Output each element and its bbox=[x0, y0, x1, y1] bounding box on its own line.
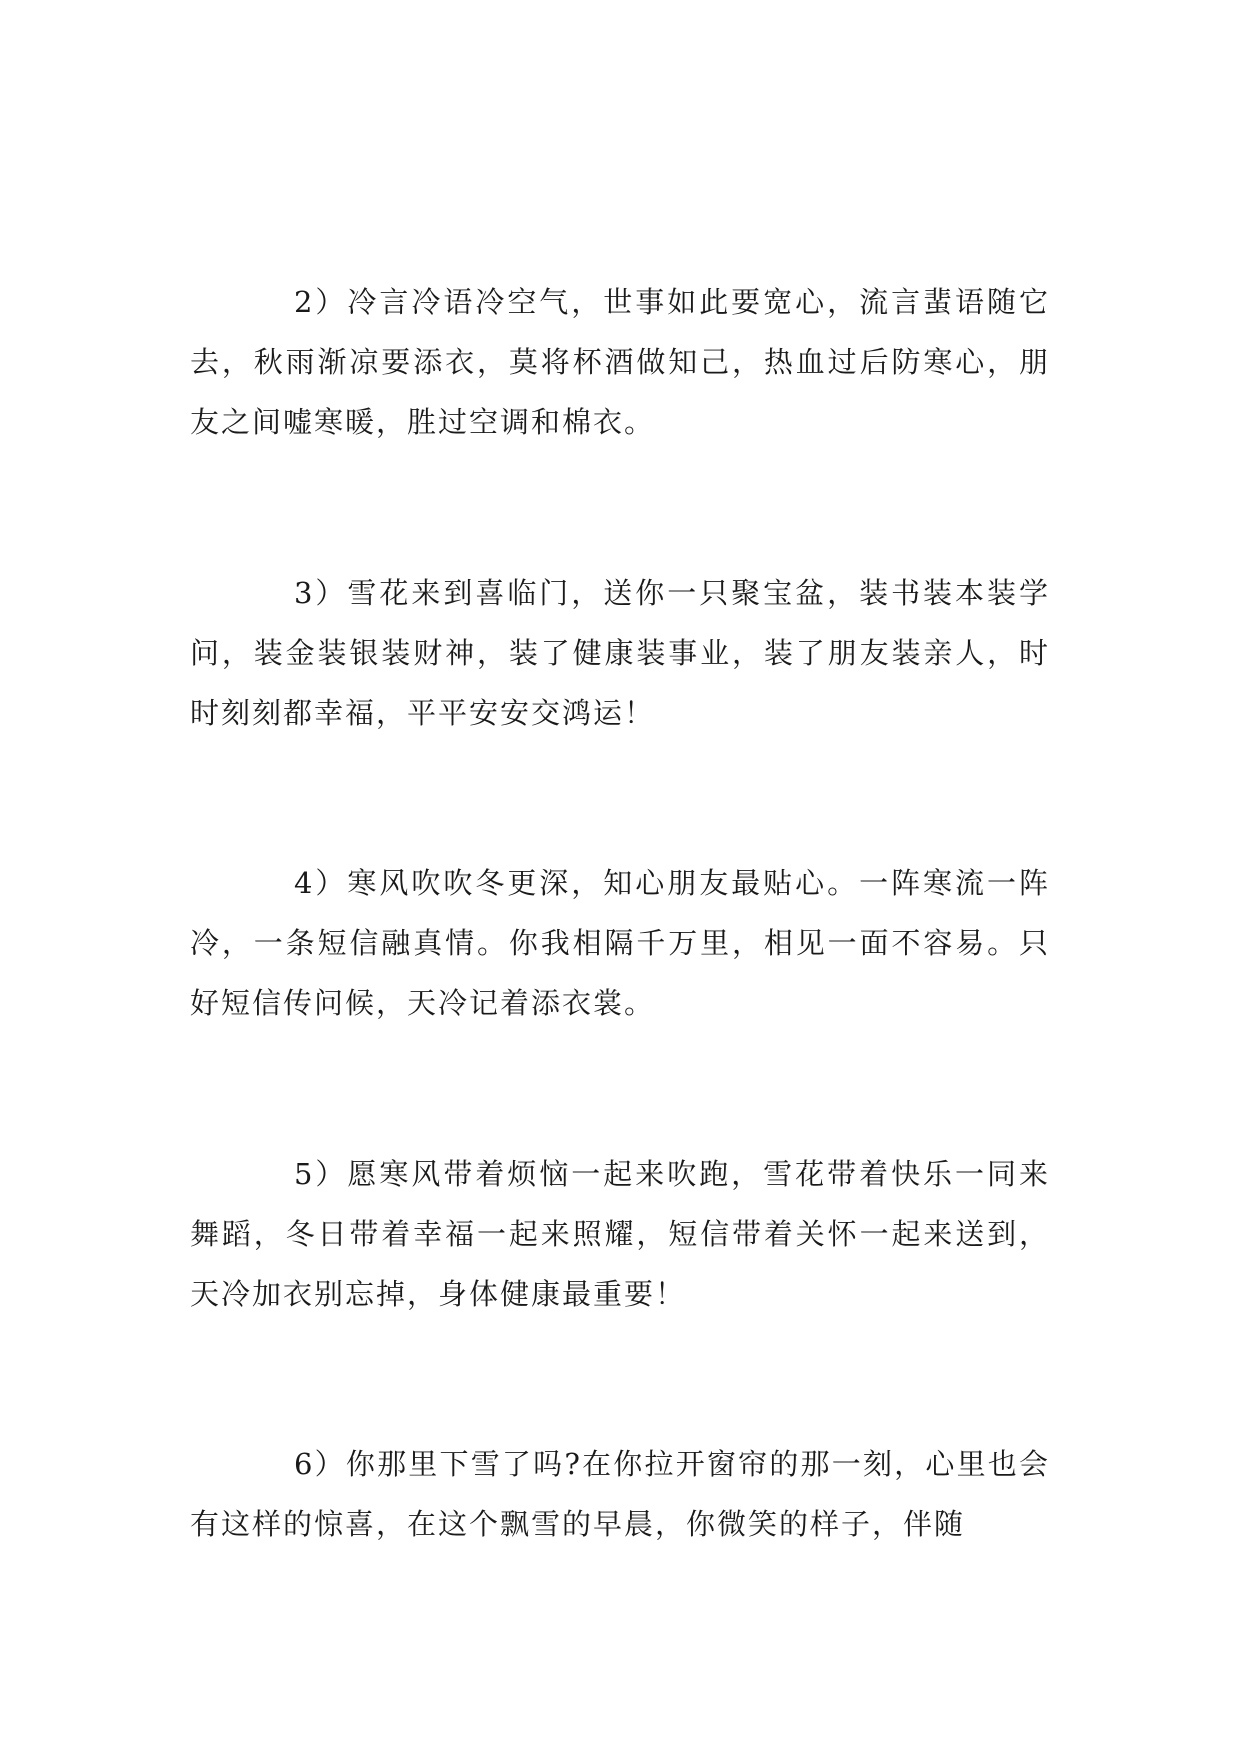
paragraph-5: 5）愿寒风带着烦恼一起来吹跑，雪花带着快乐一同来舞蹈，冬日带着幸福一起来照耀，短信带着关怀一起来送到，天冷加衣别忘掉，身体健康最重要！ bbox=[190, 1157, 1050, 1311]
paragraph-2: 2）冷言冷语冷空气，世事如此要宽心，流言蜚语随它去，秋雨渐凉要添衣，莫将杯酒做知己，热血过后防寒心，朋友之间嘘寒暖，胜过空调和棉衣。 bbox=[190, 285, 1050, 439]
paragraph-3: 3）雪花来到喜临门，送你一只聚宝盆，装书装本装学问，装金装银装财神，装了健康装事业，装了朋友装亲人，时时刻刻都幸福，平平安安交鸿运！ bbox=[190, 576, 1050, 730]
paragraph-4: 4）寒风吹吹冬更深，知心朋友最贴心。一阵寒流一阵冷，一条短信融真情。你我相隔千万里，相见一面不容易。只好短信传问候，天冷记着添衣裳。 bbox=[190, 866, 1050, 1020]
paragraph-6: 6）你那里下雪了吗?在你拉开窗帘的那一刻，心里也会有这样的惊喜，在这个飘雪的早晨，你微笑的样子，伴随 bbox=[190, 1447, 1050, 1541]
